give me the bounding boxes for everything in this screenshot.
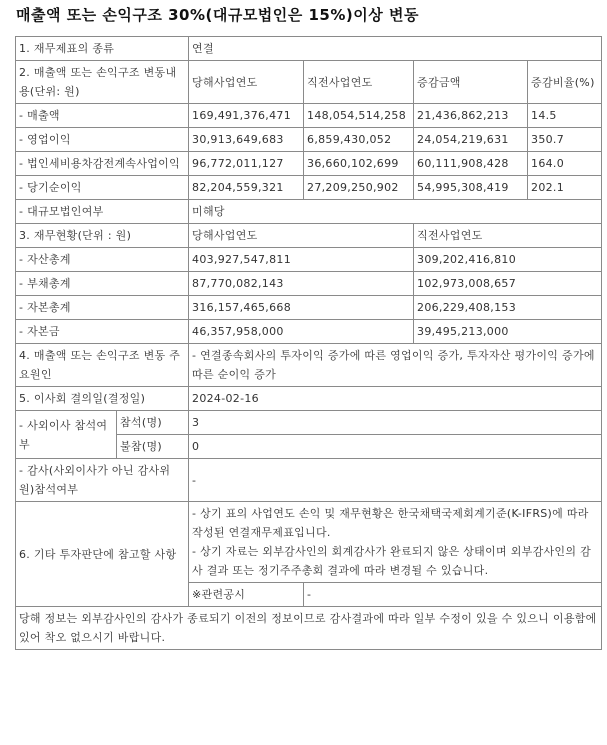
header-current-year: 당해사업연도 — [189, 224, 414, 248]
balance-row-label: - 자본금 — [16, 320, 189, 344]
balance-current: 403,927,547,811 — [189, 248, 414, 272]
balance-previous: 309,202,416,810 — [414, 248, 602, 272]
outside-directors-label: - 사외이사 참석여부 — [16, 411, 117, 459]
header-change-ratio: 증감비율(%) — [528, 61, 602, 104]
table-row — [16, 61, 602, 104]
income-ratio: 14.5 — [528, 104, 602, 128]
related-disclosure-label: ※관련공시 — [189, 583, 304, 607]
income-row-label: - 매출액 — [16, 104, 189, 128]
income-change: 24,054,219,631 — [414, 128, 528, 152]
auditor-value: - — [189, 459, 602, 502]
balance-current: 87,770,082,143 — [189, 272, 414, 296]
balance-current: 46,357,958,000 — [189, 320, 414, 344]
change-reason-label: 4. 매출액 또는 손익구조 변동 주요원인 — [16, 344, 189, 387]
table-row — [16, 387, 602, 411]
large-corp-value: 미해당 — [189, 200, 602, 224]
balance-previous: 39,495,213,000 — [414, 320, 602, 344]
header-current-year: 당해사업연도 — [189, 61, 304, 104]
board-date-label: 5. 이사회 결의일(결정일) — [16, 387, 189, 411]
income-previous: 6,859,430,052 — [304, 128, 414, 152]
table-row — [16, 320, 602, 344]
other-info-label: 6. 기타 투자판단에 참고할 사항 — [16, 502, 189, 607]
large-corp-label: - 대규모법인여부 — [16, 200, 189, 224]
table-row — [16, 200, 602, 224]
table-row — [16, 459, 602, 502]
table-row — [16, 344, 602, 387]
auditor-label: - 감사(사외이사가 아닌 감사위원)참석여부 — [16, 459, 189, 502]
present-label: 참석(명) — [117, 411, 189, 435]
table-row — [16, 272, 602, 296]
income-row-label: - 영업이익 — [16, 128, 189, 152]
income-change: 54,995,308,419 — [414, 176, 528, 200]
financial-status-label: 3. 재무현황(단위 : 원) — [16, 224, 189, 248]
income-current: 82,204,559,321 — [189, 176, 304, 200]
income-row-label: - 당기순이익 — [16, 176, 189, 200]
income-change: 21,436,862,213 — [414, 104, 528, 128]
balance-previous: 102,973,008,657 — [414, 272, 602, 296]
balance-previous: 206,229,408,153 — [414, 296, 602, 320]
balance-current: 316,157,465,668 — [189, 296, 414, 320]
table-row — [16, 37, 602, 61]
header-previous-year: 직전사업연도 — [304, 61, 414, 104]
income-change: 60,111,908,428 — [414, 152, 528, 176]
income-ratio: 164.0 — [528, 152, 602, 176]
related-disclosure-value: - — [304, 583, 602, 607]
absent-value: 0 — [189, 435, 602, 459]
table-row — [16, 104, 602, 128]
income-ratio: 350.7 — [528, 128, 602, 152]
statement-type-label: 1. 재무제표의 종류 — [16, 37, 189, 61]
note-ifrs: - 상기 표의 사업연도 손익 및 재무현황은 한국채택국제회계기준(K-IFRS)에 따라 작성된 연결재무제표입니다. — [192, 507, 589, 539]
other-info-notes — [189, 502, 602, 583]
income-previous: 36,660,102,699 — [304, 152, 414, 176]
table-row — [16, 411, 602, 435]
absent-label: 불참(명) — [117, 435, 189, 459]
income-previous: 148,054,514,258 — [304, 104, 414, 128]
disclosure-table — [15, 36, 602, 650]
page-title: 매출액 또는 손익구조 30%(대규모법인은 15%)이상 변동 — [16, 6, 419, 24]
income-row-label: - 법인세비용차감전계속사업이익 — [16, 152, 189, 176]
table-row — [16, 176, 602, 200]
table-row — [16, 152, 602, 176]
table-row — [16, 502, 602, 583]
header-change-amount: 증감금액 — [414, 61, 528, 104]
table-row — [16, 607, 602, 650]
table-row — [16, 248, 602, 272]
income-current: 96,772,011,127 — [189, 152, 304, 176]
income-current: 169,491,376,471 — [189, 104, 304, 128]
board-date-value: 2024-02-16 — [189, 387, 602, 411]
table-row — [16, 224, 602, 248]
present-value: 3 — [189, 411, 602, 435]
balance-row-label: - 자본총계 — [16, 296, 189, 320]
balance-row-label: - 부채총계 — [16, 272, 189, 296]
income-current: 30,913,649,683 — [189, 128, 304, 152]
header-previous-year: 직전사업연도 — [414, 224, 602, 248]
footer-notice: 당해 정보는 외부감사인의 감사가 종료되기 이전의 정보이므로 감사결과에 따라 일부 수정이 있을 수 있으니 이용함에 있어 착오 없으시기 바랍니다. — [16, 607, 602, 650]
income-change-label: 2. 매출액 또는 손익구조 변동내용(단위: 원) — [16, 61, 189, 104]
balance-row-label: - 자산총계 — [16, 248, 189, 272]
table-row — [16, 296, 602, 320]
income-previous: 27,209,250,902 — [304, 176, 414, 200]
income-ratio: 202.1 — [528, 176, 602, 200]
note-unaudited: - 상기 자료는 외부감사인의 회계감사가 완료되지 않은 상태이며 외부감사인의 감사 결과 또는 정기주주총회 결과에 따라 변경될 수 있습니다. — [192, 545, 592, 577]
statement-type-value: 연결 — [189, 37, 602, 61]
change-reason-value: - 연결종속회사의 투자이익 증가에 따른 영업이익 증가, 투자자산 평가이익 증가에 따른 순이익 증가 — [189, 344, 602, 387]
table-row — [16, 128, 602, 152]
